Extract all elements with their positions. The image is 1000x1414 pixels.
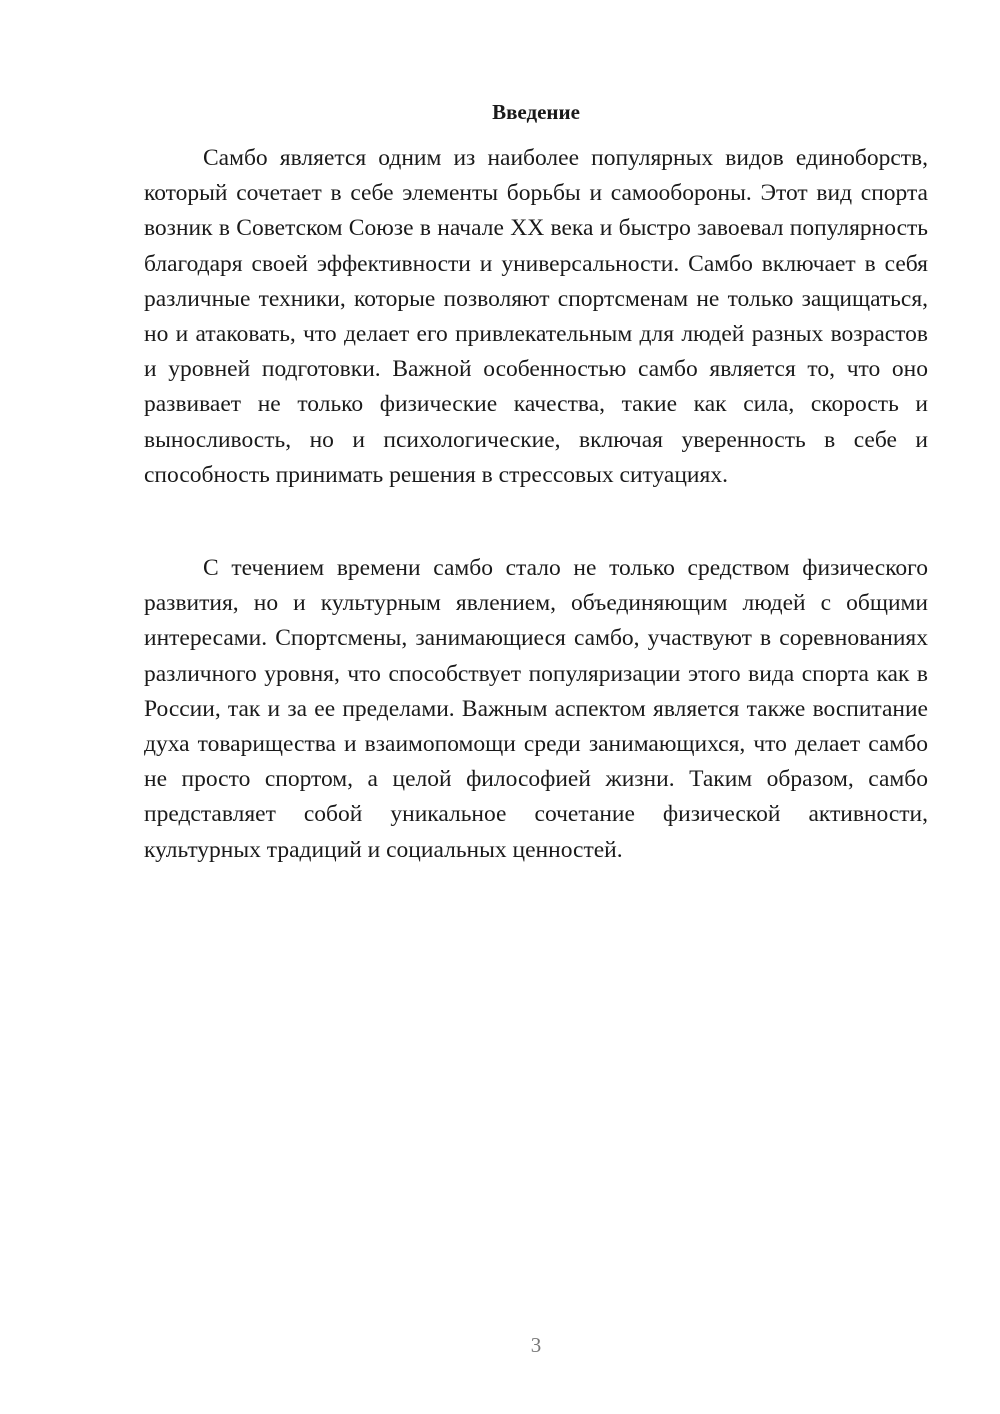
paragraph-1: Самбо является одним из наиболее популярных видов единоборств, который сочетает в себе элементы борьбы и самообороны. Этот вид спорта возник в Советском Союзе в начале XX века и быстро завоевал популярность благодаря своей эффективности и универсальности. Самбо включает в себя различные техники, которые позволяют спортсменам не только защищаться, но и атаковать, что делает его привлекательным для людей разных возрастов и уровней подготовки. Важной особенностью самбо является то, что оно развивает не только физические качества, такие как сила, скорость и выносливость, но и психологические, включая уверенность в себе и способность принимать решения в стрессовых ситуациях. [144,145,928,488]
page-number: 3 [530,1333,542,1357]
paragraph-2: С течением времени самбо стало не только средством физического развития, но и культурным явлением, объединяющим людей с общими интересами. Спортсмены, занимающиеся самбо, участвуют в соревнованиях различного уровня, что способствует популяризации этого вида спорта как в России, так и за ее пределами. Важным аспектом является также воспитание духа товарищества и взаимопомощи среди занимающихся, что делает самбо не просто спортом, а целой философией жизни. Таким образом, самбо представляет собой уникальное сочетание физической активности, культурных традиций и социальных ценностей. [144,555,928,863]
page-title: Введение [492,100,580,124]
